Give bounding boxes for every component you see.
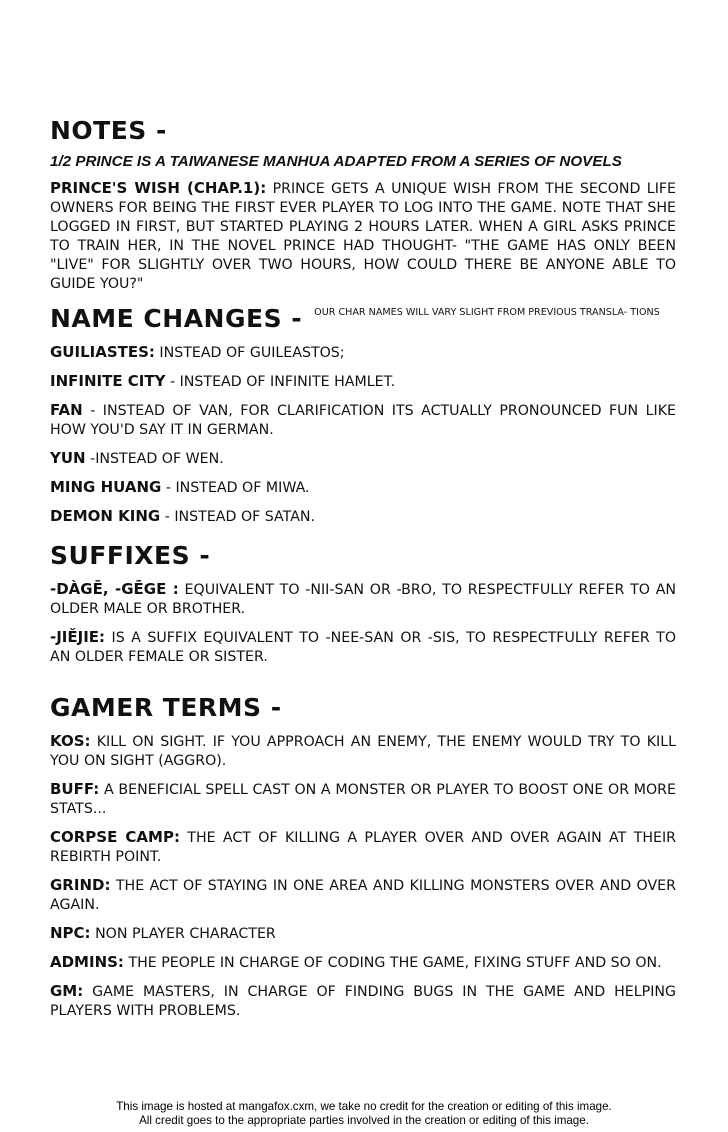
gamer-term-entry bbox=[50, 982, 676, 1021]
name-change-entry bbox=[50, 343, 676, 363]
gamer-term: KOS: bbox=[50, 732, 91, 750]
footer-line-1: This image is hosted at mangafox.cxm, we take no credit for the creation or editing of this image. bbox=[116, 1100, 612, 1113]
gamer-term-text: A BENEFICIAL SPELL CAST ON A MONSTER OR PLAYER TO BOOST ONE OR MORE STATS... bbox=[50, 782, 676, 817]
name-change-term: GUILIASTES: bbox=[50, 343, 155, 361]
notes-heading: NOTES - bbox=[50, 116, 167, 145]
gamer-term-entry bbox=[50, 953, 676, 973]
footer-line-2: All credit goes to the appropriate parties involved in the creation or editing of this image. bbox=[139, 1114, 589, 1127]
gamer-term-text: THE ACT OF STAYING IN ONE AREA AND KILLING MONSTERS OVER AND OVER AGAIN. bbox=[50, 878, 676, 913]
name-change-entry bbox=[50, 372, 676, 392]
gamer-term-text: THE ACT OF KILLING A PLAYER OVER AND OVER AGAIN AT THEIR REBIRTH POINT. bbox=[50, 830, 676, 865]
gamer-term-text: KILL ON SIGHT. IF YOU APPROACH AN ENEMY, THE ENEMY WOULD TRY TO KILL YOU ON SIGHT (AGGRO). bbox=[50, 734, 676, 769]
name-change-text: - INSTEAD OF VAN, FOR CLARIFICATION ITS ACTUALLY PRONOUNCED FUN LIKE HOW YOU'D SAY IT IN GERMAN. bbox=[50, 403, 676, 438]
gamer-term: CORPSE CAMP: bbox=[50, 828, 180, 846]
name-change-text: - INSTEAD OF SATAN. bbox=[160, 509, 316, 525]
gamer-terms-heading: GAMER TERMS - bbox=[50, 693, 282, 722]
gamer-term: GRIND: bbox=[50, 876, 111, 894]
name-change-entry bbox=[50, 401, 676, 440]
name-change-text: -INSTEAD OF WEN. bbox=[85, 451, 224, 467]
gamer-term-text: GAME MASTERS, IN CHARGE OF FINDING BUGS IN THE GAME AND HELPING PLAYERS WITH PROBLEMS. bbox=[50, 984, 676, 1019]
gamer-term-entry bbox=[50, 876, 676, 915]
name-change-term: INFINITE CITY bbox=[50, 372, 166, 390]
name-changes-heading: NAME CHANGES - bbox=[50, 304, 303, 333]
name-change-term: DEMON KING bbox=[50, 507, 161, 525]
intro-before: 1/2 PRINCE IS A bbox=[50, 153, 170, 170]
gamer-term-entry bbox=[50, 732, 676, 771]
gamer-term-entry bbox=[50, 924, 676, 944]
name-change-text: - INSTEAD OF INFINITE HAMLET. bbox=[165, 374, 396, 390]
name-change-entry bbox=[50, 449, 676, 469]
notes-page bbox=[50, 116, 676, 1021]
gamer-term: NPC: bbox=[50, 924, 91, 942]
princes-wish-term: PRINCE'S WISH (CHAP.1): bbox=[50, 179, 267, 197]
princes-wish-text: PRINCE GETS A UNIQUE WISH FROM THE SECOND LIFE OWNERS FOR BEING THE FIRST EVER PLAYER TO LOG INTO THE GAME. NOTE THAT SHE LOGGED IN FIRST, BUT STARTED PLAYING 2 HOURS LATER. WHEN A GIRL ASKS PRINCE TO TRAIN HER, IN THE NOVEL PRINCE HAD THOUGHT- "THE GAME HAS ONLY BEEN "LIVE" FOR SLIGHTLY OVER TWO HOURS, HOW COULD THERE BE ANYONE ABLE TO GUIDE YOU?" bbox=[50, 181, 676, 292]
gamer-term-text: NON PLAYER CHARACTER bbox=[90, 926, 276, 942]
gamer-term: ADMINS: bbox=[50, 953, 124, 971]
intro-line bbox=[50, 152, 676, 171]
name-change-term: YUN bbox=[50, 449, 86, 467]
suffix-term: -DÀGĒ, -GĒGE : bbox=[50, 580, 179, 598]
hosting-credit-footer bbox=[0, 1100, 728, 1128]
gamer-term-entry bbox=[50, 828, 676, 867]
name-changes-header bbox=[50, 304, 676, 334]
name-change-term: FAN bbox=[50, 401, 83, 419]
intro-bold: TAIWANESE bbox=[169, 153, 259, 170]
gamer-term-text: THE PEOPLE IN CHARGE OF CODING THE GAME, FIXING STUFF AND SO ON. bbox=[123, 955, 662, 971]
suffix-entry bbox=[50, 580, 676, 619]
princes-wish-entry bbox=[50, 179, 676, 294]
suffix-text: IS A SUFFIX EQUIVALENT TO -NEE-SAN OR -SIS, TO RESPECTFULLY REFER TO AN OLDER FEMALE OR SISTER. bbox=[50, 630, 676, 665]
suffix-entry bbox=[50, 628, 676, 667]
suffixes-heading: SUFFIXES - bbox=[50, 541, 211, 570]
name-change-text: INSTEAD OF GUILEASTOS; bbox=[154, 345, 345, 361]
gamer-term-entry bbox=[50, 780, 676, 819]
name-change-text: - INSTEAD OF MIWA. bbox=[161, 480, 310, 496]
name-change-term: MING HUANG bbox=[50, 478, 162, 496]
suffix-term: -JIĚJIE: bbox=[50, 628, 106, 646]
intro-after: MANHUA ADAPTED FROM A SERIES OF NOVELS bbox=[258, 153, 622, 170]
name-change-entry bbox=[50, 507, 676, 527]
name-changes-note: OUR CHAR NAMES WILL VARY SLIGHT FROM PREVIOUS TRANSLA- TIONS bbox=[314, 307, 660, 318]
name-change-entry bbox=[50, 478, 676, 498]
gamer-term: BUFF: bbox=[50, 780, 100, 798]
gamer-term: GM: bbox=[50, 982, 84, 1000]
suffix-text: EQUIVALENT TO -NII-SAN OR -BRO, TO RESPECTFULLY REFER TO AN OLDER MALE OR BROTHER. bbox=[50, 582, 677, 617]
